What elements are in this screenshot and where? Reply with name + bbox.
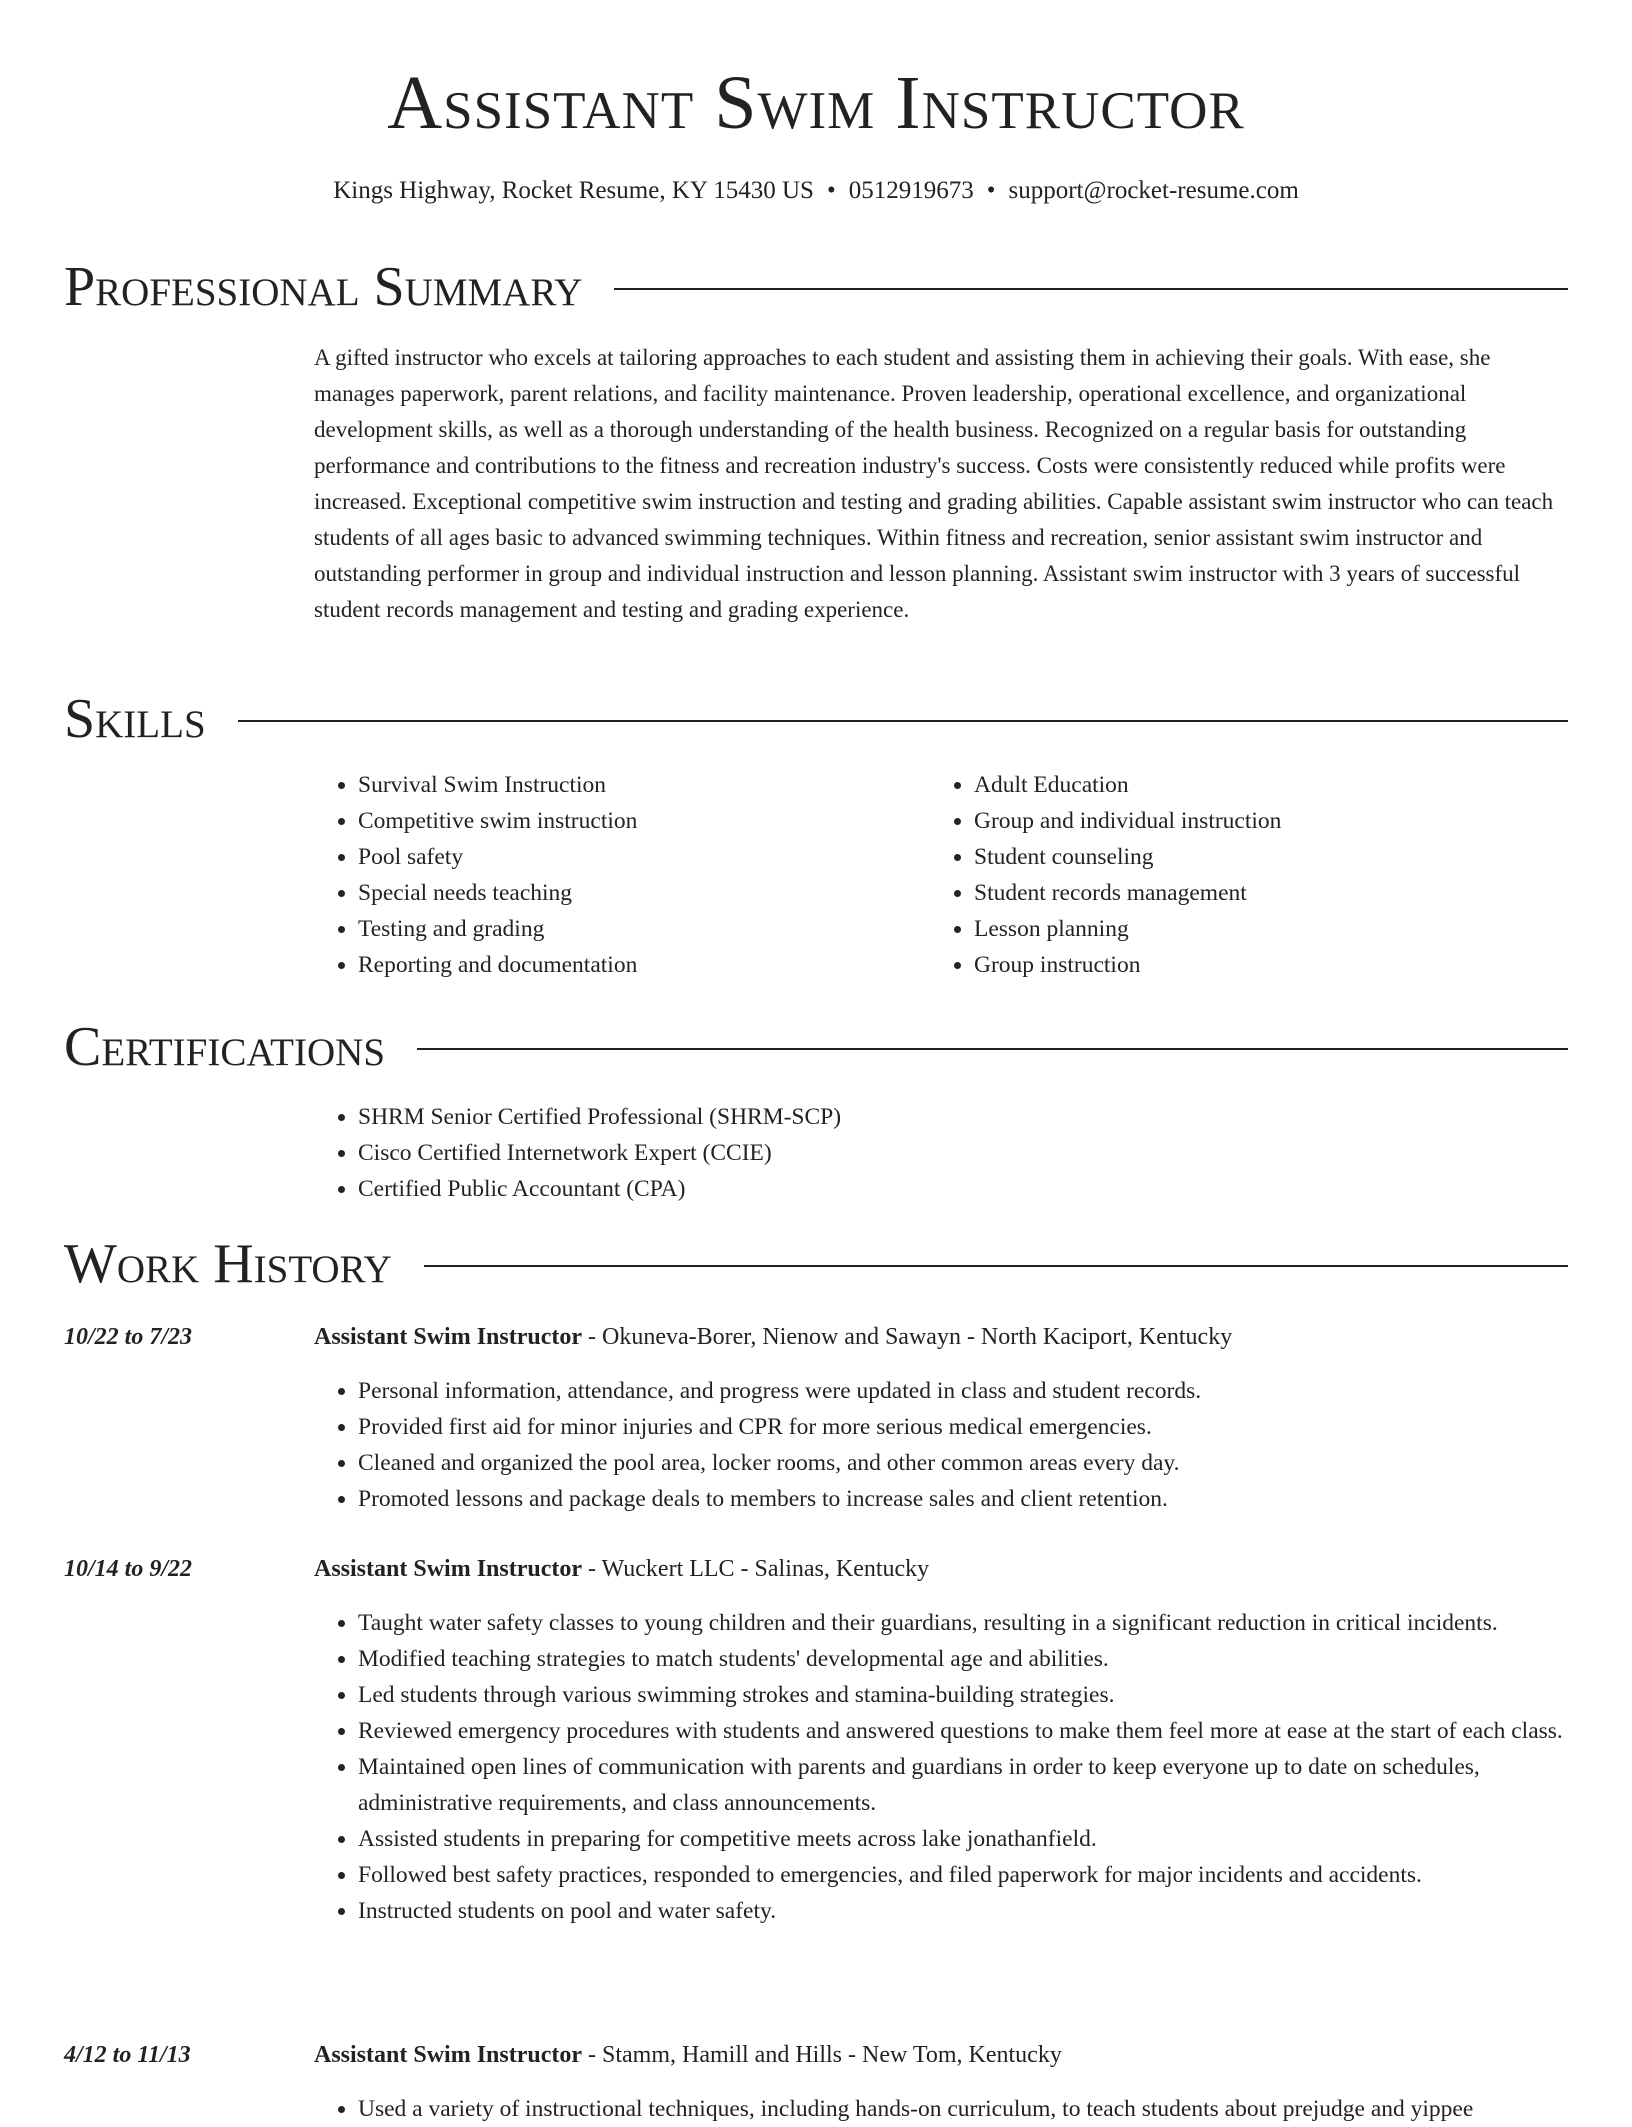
job-heading — [314, 1319, 1568, 1355]
skill-item: • Lesson planning — [974, 911, 1574, 947]
job-bullet: • Assisted students in preparing for competitive meets across lake jonathanfield. — [358, 1821, 1568, 1857]
skill-item: • Reporting and documentation — [358, 947, 918, 983]
job-role: Assistant Swim Instructor — [314, 1556, 583, 1582]
contact-line — [0, 174, 1632, 208]
skill-item: • Adult Education — [974, 767, 1574, 803]
skill-item: • Student counseling — [974, 839, 1574, 875]
summary-section-header — [64, 252, 1568, 322]
job-bullet: • Led students through various swimming strokes and stamina-building strategies. — [358, 1677, 1568, 1713]
certifications-list — [314, 1099, 1568, 1207]
certification-item: • SHRM Senior Certified Professional (SHRM-SCP) — [358, 1099, 1568, 1135]
certification-item: • Cisco Certified Internetwork Expert (CCIE) — [358, 1135, 1568, 1171]
skill-item: • Testing and grading — [358, 911, 918, 947]
job-role: Assistant Swim Instructor — [314, 2042, 583, 2068]
job-bullet-list — [314, 2091, 1568, 2127]
job-dates: 10/22 to 7/23 — [64, 1324, 193, 1350]
skill-item: • Pool safety — [358, 839, 918, 875]
skills-section-header — [64, 684, 1568, 754]
section-title: Work History — [64, 1233, 392, 1295]
certification-item: • Certified Public Accountant (CPA) — [358, 1171, 1568, 1207]
job-role: Assistant Swim Instructor — [314, 1324, 583, 1350]
job-bullet: • Reviewed emergency procedures with students and answered questions to make them feel more at ease at the start of each class. — [358, 1713, 1568, 1749]
contact-address: Kings Highway, Rocket Resume, KY 15430 US — [333, 177, 814, 204]
job-heading — [314, 2037, 1568, 2073]
work-history-section-header — [64, 1229, 1568, 1299]
job-bullet: • Instructed students on pool and water safety. — [358, 1893, 1568, 1929]
section-divider — [238, 720, 1568, 722]
section-title: Professional Summary — [64, 256, 583, 318]
section-divider — [417, 1048, 1568, 1050]
contact-separator: • — [986, 177, 996, 204]
job-dates: 4/12 to 11/13 — [64, 2042, 191, 2068]
skill-item: • Group instruction — [974, 947, 1574, 983]
skills-list-right — [930, 767, 1574, 983]
job-employer: - Okuneva-Borer, Nienow and Sawayn - North Kaciport, Kentucky — [582, 1324, 1233, 1350]
section-divider — [614, 288, 1568, 290]
job-bullet: • Taught water safety classes to young children and their guardians, resulting in a significant reduction in critical incidents. — [358, 1605, 1568, 1641]
skill-item: • Group and individual instruction — [974, 803, 1574, 839]
skill-item: • Student records management — [974, 875, 1574, 911]
job-bullet: • Modified teaching strategies to match students' developmental age and abilities. — [358, 1641, 1568, 1677]
contact-separator: • — [826, 177, 836, 204]
job-bullet: • Provided first aid for minor injuries and CPR for more serious medical emergencies. — [358, 1409, 1568, 1445]
job-bullet: • Used a variety of instructional techniques, including hands-on curriculum, to teach students about prejudge and yippee — [358, 2091, 1568, 2127]
skill-item: • Special needs teaching — [358, 875, 918, 911]
contact-email[interactable]: support@rocket-resume.com — [1008, 177, 1299, 204]
section-title: Skills — [64, 688, 206, 750]
job-bullet: • Personal information, attendance, and progress were updated in class and student records. — [358, 1373, 1568, 1409]
job-bullet: • Promoted lessons and package deals to members to increase sales and client retention. — [358, 1481, 1568, 1517]
section-title: Certifications — [64, 1016, 386, 1078]
skill-item: • Competitive swim instruction — [358, 803, 918, 839]
job-dates: 10/14 to 9/22 — [64, 1556, 193, 1582]
skill-item: • Survival Swim Instruction — [358, 767, 918, 803]
job-bullet: • Followed best safety practices, responded to emergencies, and filed paperwork for major incidents and accidents. — [358, 1857, 1568, 1893]
job-bullet: • Maintained open lines of communication with parents and guardians in order to keep everyone up to date on schedules, administrative requirements, and class announcements. — [358, 1749, 1568, 1821]
job-employer: - Stamm, Hamill and Hills - New Tom, Kentucky — [582, 2042, 1062, 2068]
job-bullet-list — [314, 1605, 1568, 1929]
certifications-section-header — [64, 1012, 1568, 1082]
summary-text: A gifted instructor who excels at tailoring approaches to each student and assisting them in achieving their goals. With ease, she manages paperwork, parent relations, and facility maintenance. Proven leadership, operational excellence, and organizational development skills, as well as a thorough understanding of the health business. Recognized on a regular basis for outstanding performance and contributions to the fitness and recreation industry's success. Costs were consistently reduced while profits were increased. Exceptional competitive swim instruction and testing and grading abilities. Capable assistant swim instructor who can teach students of all ages basic to advanced swimming techniques. Within fitness and recreation, senior assistant swim instructor and outstanding performer in group and individual instruction and lesson planning. Assistant swim instructor with 3 years of successful student records management and testing and grading experience. — [314, 345, 1554, 622]
contact-phone: 0512919673 — [848, 177, 974, 204]
section-divider — [424, 1265, 1568, 1267]
job-heading — [314, 1551, 1568, 1587]
job-bullet: • Cleaned and organized the pool area, locker rooms, and other common areas every day. — [358, 1445, 1568, 1481]
skills-list-left — [314, 767, 918, 983]
job-bullet-list — [314, 1373, 1568, 1517]
resume-name: Assistant Swim Instructor — [387, 61, 1245, 145]
job-employer: - Wuckert LLC - Salinas, Kentucky — [582, 1556, 930, 1582]
